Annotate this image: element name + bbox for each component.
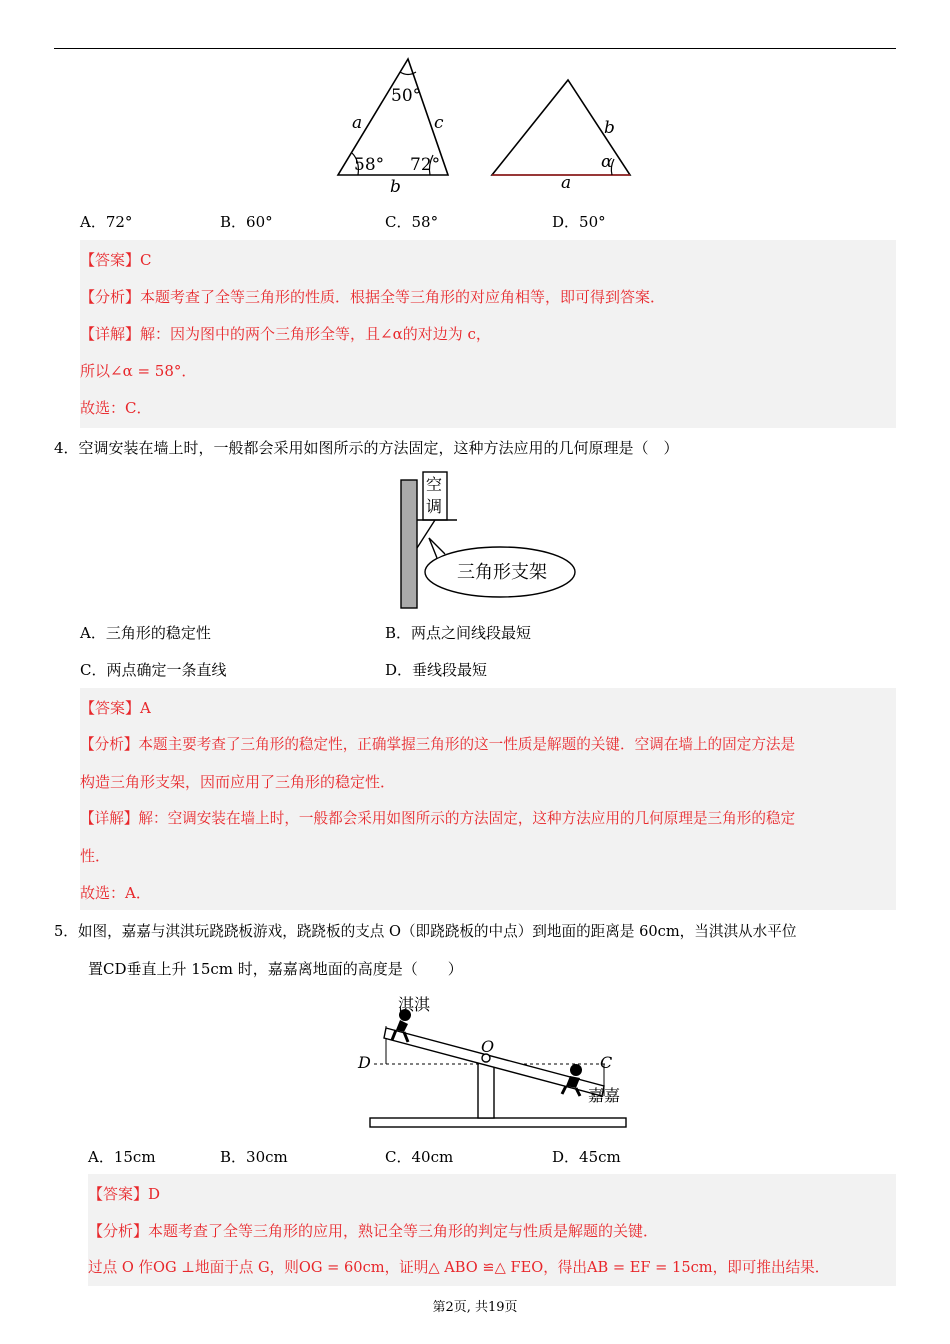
q3-side-c: c	[434, 113, 444, 133]
q4-option-b[interactable]: B．两点之间线段最短	[385, 624, 532, 642]
q4-ac-char1: 空	[426, 475, 443, 494]
q5-option-b[interactable]: B．30cm	[220, 1148, 288, 1166]
q3-t2-side-a: a	[561, 173, 572, 193]
q3-analysis: 【分析】本题考查了全等三角形的性质．根据全等三角形的对应角相等，即可得到答案．	[80, 288, 666, 306]
q4-bubble-text: 三角形支架	[457, 562, 547, 583]
q4-option-a[interactable]: A．三角形的稳定性	[80, 624, 211, 642]
q3-t2-angle: α	[601, 152, 613, 172]
wall	[401, 480, 417, 608]
q3-option-d[interactable]: D．50°	[552, 213, 606, 231]
header-rule	[54, 48, 896, 49]
q3-t2-side-b: b	[604, 118, 615, 138]
q3-angle-top: 50°	[391, 86, 422, 106]
q4-option-d[interactable]: D．垂线段最短	[385, 661, 488, 679]
ground	[370, 1118, 626, 1127]
q3-angle-left: 58°	[354, 155, 385, 175]
q3-detail-2: 所以∠α = 58°．	[80, 362, 197, 380]
q4-answer-box	[80, 688, 896, 910]
q3-angle-right: 72°	[410, 155, 441, 175]
q3-answer: 【答案】C	[80, 251, 152, 269]
q4-ac-figure	[395, 468, 585, 614]
q5-analysis: 【分析】本题考查了全等三角形的应用，熟记全等三角形的判定与性质是解题的关键．	[88, 1222, 659, 1240]
q4-analysis-1: 【分析】本题主要考查了三角形的稳定性，正确掌握三角形的这一性质是解题的关键．空调在墙上的固定方法是	[80, 736, 796, 753]
q3-option-a[interactable]: A．72°	[80, 213, 133, 231]
triangle-2	[492, 80, 630, 193]
q4-detail-2: 性．	[80, 847, 111, 865]
page-footer: 第2页, 共19页	[432, 1300, 518, 1315]
q4-choose: 故选：A．	[80, 884, 151, 902]
q4-ac-char2: 调	[426, 497, 443, 516]
q3-option-b[interactable]: B．60°	[220, 213, 273, 231]
q5-label-c: C	[600, 1053, 613, 1072]
q5-seesaw-figure	[350, 988, 670, 1130]
q3-option-c[interactable]: C．58°	[385, 213, 439, 231]
q5-option-c[interactable]: C．40cm	[385, 1148, 454, 1166]
q3-side-a: a	[352, 113, 363, 133]
q4-detail-1: 【详解】解：空调安装在墙上时，一般都会采用如图所示的方法固定，这种方法应用的几何原理是三角形的稳定	[80, 810, 796, 827]
q5-label-jiajia: 嘉嘉	[588, 1086, 621, 1105]
q5-option-d[interactable]: D．45cm	[552, 1148, 621, 1166]
pivot-post	[478, 1060, 494, 1118]
q3-detail: 【详解】解：因为图中的两个三角形全等，且∠α的对边为 c，	[80, 325, 491, 343]
q4-answer: 【答案】A	[80, 699, 151, 717]
q5-label-d: D	[358, 1053, 371, 1072]
q3-triangles-figure	[330, 55, 640, 200]
q5-label-qiqi: 淇淇	[398, 995, 431, 1014]
q5-stem-2: 置CD垂直上升 15cm 时，嘉嘉离地面的高度是（ ）	[88, 960, 463, 978]
q3-side-b: b	[390, 177, 401, 197]
q4-analysis-2: 构造三角形支架，因而应用了三角形的稳定性．	[80, 773, 396, 791]
q3-choose: 故选：C．	[80, 399, 152, 417]
triangle-1	[338, 59, 448, 197]
q5-label-o: O	[481, 1037, 495, 1056]
q5-option-a[interactable]: A．15cm	[88, 1148, 156, 1166]
q5-detail: 过点 O 作OG ⊥地面于点 G，则OG = 60cm，证明△ ABO ≌△ FEO，得出AB = EF = 15cm，即可推出结果．	[88, 1259, 830, 1276]
q5-stem-1: 5．如图，嘉嘉与淇淇玩跷跷板游戏，跷跷板的支点 O（即跷跷板的中点）到地面的距离是 60cm，当淇淇从水平位	[54, 923, 797, 940]
q4-option-c[interactable]: C．两点确定一条直线	[80, 661, 227, 679]
q4-stem: 4．空调安装在墙上时，一般都会采用如图所示的方法固定，这种方法应用的几何原理是（ ）	[54, 439, 679, 457]
q5-answer: 【答案】D	[88, 1185, 161, 1203]
